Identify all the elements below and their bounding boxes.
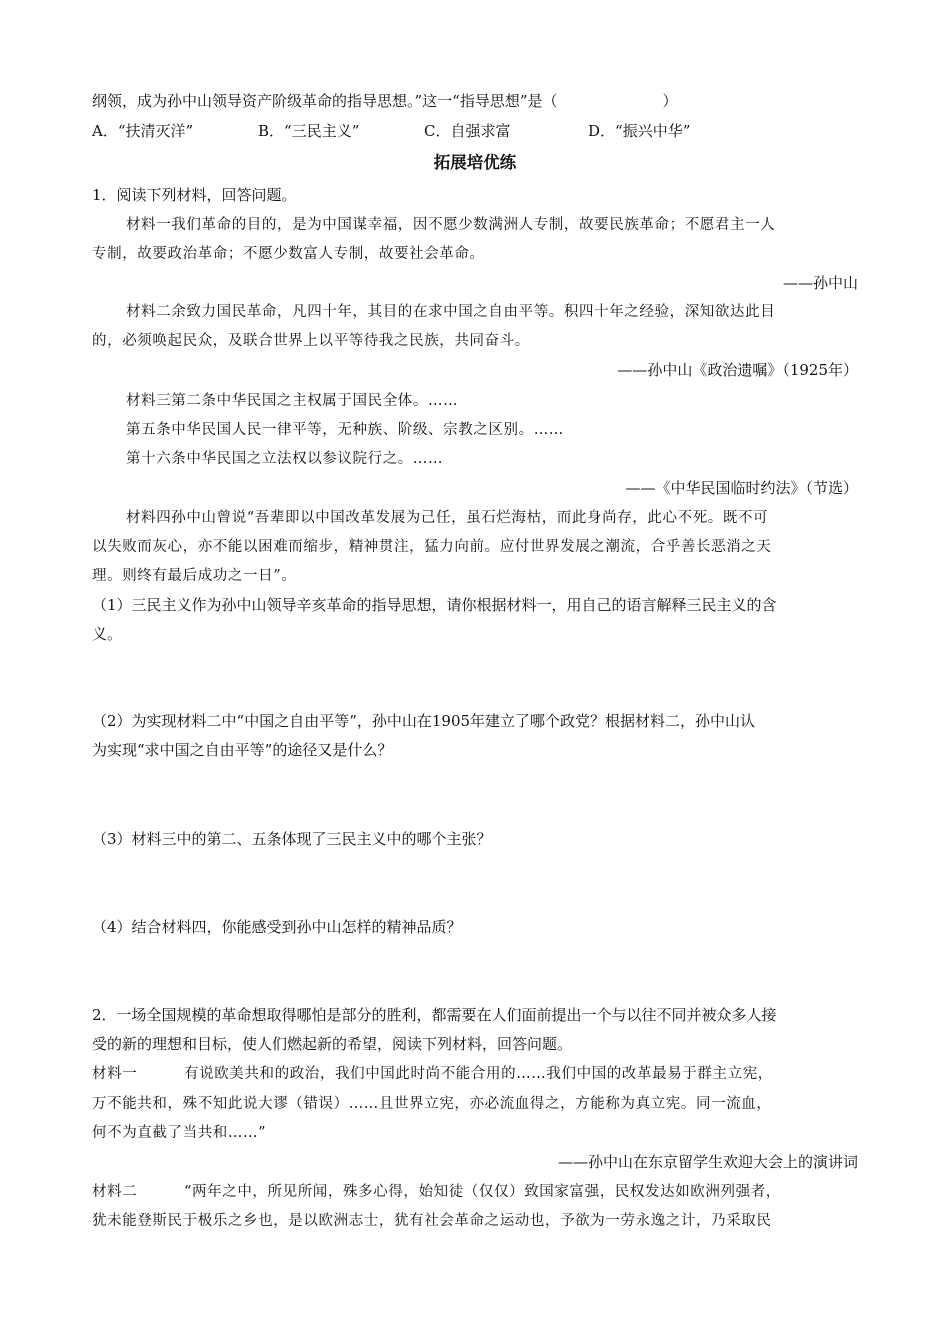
q2-material-2-line-2: 犹未能登斯民于极乐之乡也，是以欧洲志士，犹有社会革命之运动也，予欲为一劳永逸之计，乃采取民 (92, 1213, 772, 1229)
question-stem-text: 纲领，成为孙中山领导资产阶级革命的指导思想。”这一“指导思想”是（ ） (92, 92, 678, 110)
q1-sub-3: （3）材料三中的第二、五条体现了三民主义中的哪个主张？ (92, 830, 492, 848)
q2-material-2-label: 材料二 (92, 1184, 138, 1200)
q1-material-3-line-2: 第五条中华民国人民一律平等，无种族、阶级、宗教之区别。…… (126, 422, 564, 438)
q1-material-2-line-2: 的，必须唤起民众，及联合世界上以平等待我之民族，共同奋斗。 (92, 333, 530, 349)
q2-material-1-source: ——孙中山在东京留学生欢迎大会上的演讲词 (557, 1153, 858, 1171)
q1-sub-2-line-2: 为实现“求中国之自由平等”的途径又是什么？ (92, 741, 393, 759)
option-c: C．自强求富 (424, 122, 511, 140)
q2-material-1-text: 有说欧美共和的政治，我们中国此时尚不能合用的……我们中国的改革最易于群主立宪， (184, 1066, 773, 1082)
q1-material-3-line-1: 材料三第二条中华民国之主权属于国民全体。…… (126, 393, 459, 409)
q2-material-1-line-3: 何不为直截了当共和……” (92, 1125, 267, 1141)
q1-sub-4: （4）结合材料四，你能感受到孙中山怎样的精神品质？ (92, 918, 462, 936)
section-title: 拓展培优练 (433, 153, 517, 172)
q1-material-4-line-2: 以失败而灰心，亦不能以困难而缩步，精神贯注，猛力向前。应付世界发展之潮流，合乎善长恶消之天 (92, 539, 772, 555)
q2-stem-line-1: 2．一场全国规模的革命想取得哪怕是部分的胜利，都需要在人们面前提出一个与以往不同并被众多人接 (92, 1006, 777, 1024)
q1-sub-1-line-2: 义。 (92, 625, 123, 643)
q1-material-4-line-1: 材料四孙中山曾说“吾辈即以中国改革发展为己任，虽石烂海枯，而此身尚存，此心不死。既不可 (126, 510, 769, 526)
q1-material-1-source: ——孙中山 (782, 274, 858, 292)
q1-material-2-line-1: 材料二余致力国民革命，凡四十年，其目的在求中国之自由平等。积四十年之经验，深知欲达此目 (126, 304, 776, 320)
option-d: D．“振兴中华” (588, 122, 691, 140)
q1-material-3-line-3: 第十六条中华民国之立法权以参议院行之。…… (126, 451, 444, 467)
q1-material-4-line-3: 理。则终有最后成功之一日”。 (92, 568, 297, 584)
q1-intro: 1．阅读下列材料，回答问题。 (92, 186, 297, 204)
q1-material-2-source: ——孙中山《政治遗嘱》（1925年） (617, 361, 858, 379)
q2-material-2-text: “两年之中，所见所闻，殊多心得，始知徒（仅仅）致国家富强，民权发达如欧洲列强者， (184, 1184, 781, 1200)
q1-sub-1-line-1: （1）三民主义作为孙中山领导辛亥革命的指导思想，请你根据材料一，用自己的语言解释三民主义的含 (92, 596, 777, 614)
q2-material-2-line-1 (92, 1181, 858, 1203)
option-a: A．“扶清灭洋” (92, 122, 194, 140)
option-b: B．“三民主义” (258, 122, 360, 140)
q1-material-1-line-2: 专制，故要政治革命；不愿少数富人专制，故要社会革命。 (92, 246, 485, 262)
q1-material-1-line-1: 材料一我们革命的目的，是为中国谋幸福，因不愿少数满洲人专制，故要民族革命；不愿君主一人 (126, 217, 776, 233)
q2-material-1-line-2: 万不能共和，殊不知此说大谬（错误）……且世界立宪，亦必流血得之，方能称为真立宪。同一流血， (92, 1096, 772, 1112)
q1-material-3-source: ——《中华民国临时约法》（节选） (625, 479, 858, 497)
q2-stem-line-2: 受的新的理想和目标，使人们燃起新的希望，阅读下列材料，回答问题。 (92, 1035, 573, 1053)
q2-material-1-line-1 (92, 1063, 858, 1085)
q1-sub-2-line-1: （2）为实现材料二中“中国之自由平等”，孙中山在1905年建立了哪个政党？根据材料二，孙中山认 (92, 712, 756, 730)
q2-material-1-label: 材料一 (92, 1066, 138, 1082)
